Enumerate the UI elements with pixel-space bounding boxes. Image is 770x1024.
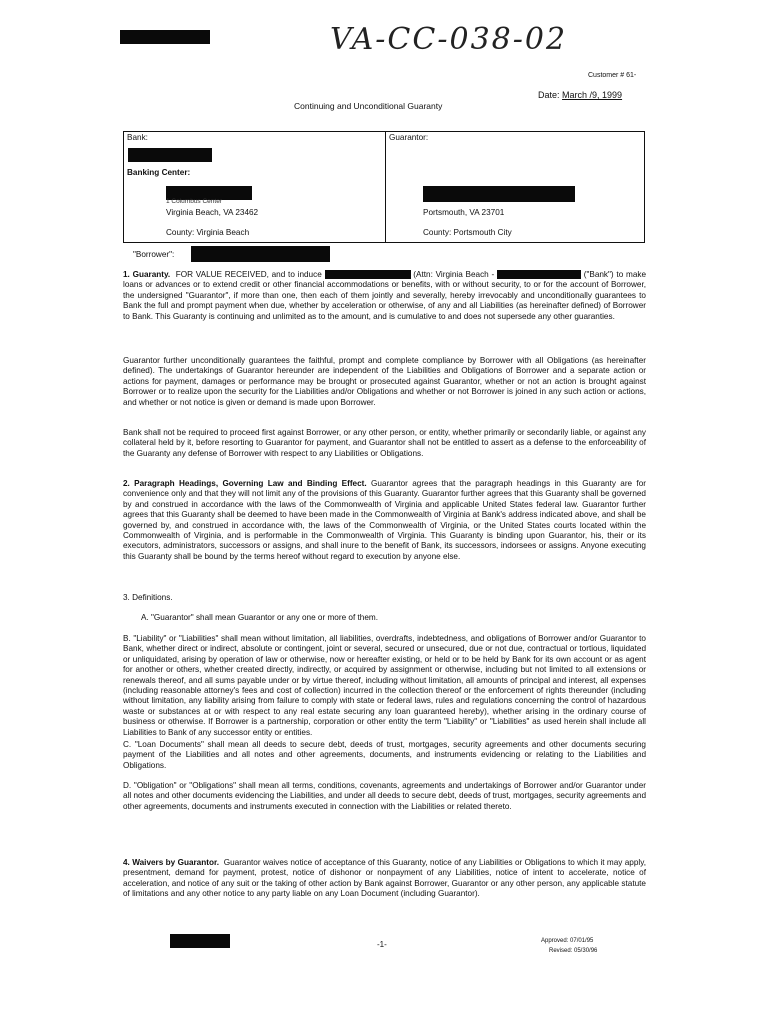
redaction-borrower: [191, 246, 330, 262]
section-2-body: Guarantor agrees that the paragraph headings in this Guaranty are for convenience only and that they will not limit any of the provisions of this Guaranty. Guarantor further agrees that this Guaranty shall be governed by and construed in accordance with the laws of the Commonwealth of Virginia and applicable United States federal law. Guarantor further agrees that this Guaranty shall be deemed to have been made in the Commonwealth of Virginia at Bank's address indicated above, and shall be governed by, and construed in accordance with, the laws of the Commonwealth of Virginia, or the United States courts located within the Commonwealth of Virginia, and is performable in the Commonwealth of Virginia. This Guaranty is binding upon Guarantor, his, their or its executors, administrators, successors or assigns, and shall inure to the benefit of Bank, its successors, indorsees or assigns. Anyone executing this Guaranty shall be bound by the terms hereof without regard to execution by anyone else.: [123, 479, 646, 561]
section-4-body: Guarantor waives notice of acceptance of this Guaranty, notice of any Liabilities or Obligations to which it may apply, presentment, demand for payment, protest, notice of dishonor or nonpayment of any Liabilities, notice of intent to accelerate, notice of acceleration, and notice of any suit or the taking of other action by Bank against Borrower, Guarantor or any other person, any applicable statute of limitations and any other notice to any party liable on any Loan Document (including Guarantor).: [123, 858, 646, 899]
date-line: [538, 90, 622, 100]
section-2-heading: 2. Paragraph Headings, Governing Law and Binding Effect.: [123, 479, 367, 488]
definition-b: B. "Liability" or "Liabilities" shall mean without limitation, all liabilities, overdrafts, indebtedness, and obligations of Borrower and/or Guarantor to Bank, whether direct or indirect, absolute or contingent, joint or several, secured or unsecured, due or not due, contractual or tortious, liquidated or unliquidated, arising by operation of law or otherwise, now or hereafter existing, or held or to be held by Bank for its own account or as agent for another or others, whether created directly, indirectly, or acquired by assignment or otherwise, including but not limited to all extensions or renewals thereof, and all sums payable under or by virtue thereof, including without limitation, all amounts of principal and interest, all expenses (including reasonable attorney's fees and cost of collection) incurred in the collection thereof or the enforcement of rights thereunder (including without limitation, any liability arising from failure to comply with state or federal laws, rules and regulations concerning the control of hazardous waste or substances at or with respect to any real estate securing any loan guaranteed hereby), whether arising in the ordinary course of business or otherwise. If Borrower is a partnership, corporation or other entity the term "Liability" or "Liabilities" as used herein shall include all Liabilities to Bank of any successor entity or entities.: [123, 634, 646, 737]
guarantor-county: County: Portsmouth City: [423, 228, 512, 237]
bank-label: Bank:: [127, 133, 148, 142]
section-1-intro: FOR VALUE RECEIVED, and to induce: [175, 270, 322, 279]
redaction-attn: [497, 270, 581, 279]
guarantor-city: Portsmouth, VA 23701: [423, 208, 505, 217]
redaction-bank-name-inline: [325, 270, 411, 279]
handwritten-document-id: VA-CC-038-02: [330, 22, 568, 57]
section-1-paragraph-2: Guarantor further unconditionally guarantees the faithful, prompt and complete compliance by Borrower with all Obligations (as hereinafter defined). The undertakings of Guarantor hereunder are independent of the Liabilities and Obligations of Borrower and a separate action or actions for payment, damages or performance may be brought or prosecuted against Guarantor, whether or not an action is brought against Borrower or to realize upon the security for the Liabilities and/or Obligations and whether or not Borrower is joined in any such action or actions, and whether or not notice is given or demand is made upon Borrower.: [123, 356, 646, 407]
banking-center-label: Banking Center:: [127, 168, 191, 177]
date-label: Date:: [538, 90, 560, 100]
page-number: -1-: [377, 940, 387, 949]
revised-date: Revised: 05/30/96: [549, 948, 598, 954]
section-4-heading: 4. Waivers by Guarantor.: [123, 858, 219, 867]
document-title: Continuing and Unconditional Guaranty: [294, 101, 443, 111]
date-value: March /9, 1999: [562, 90, 623, 100]
section-1-paragraph-3: Bank shall not be required to proceed first against Borrower, or any other person, or entity, whether primarily or secondarily liable, or against any collateral held by it, before resorting to Guarantor for payment, and Guarantor shall not be entitled to assert as a defense to the enforceability of the Guaranty any defense of Borrower with respect to any Liabilities or Obligations.: [123, 428, 646, 458]
box-divider: [385, 131, 386, 243]
bank-county: County: Virginia Beach: [166, 228, 250, 237]
customer-number: Customer # 61-: [588, 72, 637, 79]
redaction-guarantor-name: [423, 186, 575, 202]
guarantor-label: Guarantor:: [389, 133, 429, 142]
definition-c: C. "Loan Documents" shall mean all deeds to secure debt, deeds of trust, mortgages, security agreements and other documents securing payment of the Liabilities and all notes and other agreements, documents, and instruments evidencing or relating to the Liabilities and Obligations.: [123, 740, 646, 770]
section-1-paragraph-1: [123, 270, 646, 322]
redaction-bank-name: [128, 148, 212, 162]
borrower-label: "Borrower":: [133, 250, 175, 259]
section-3-heading: 3. Definitions.: [123, 593, 173, 602]
section-2-paragraph: [123, 479, 646, 562]
bank-city: Virginia Beach, VA 23462: [166, 208, 259, 217]
section-1-heading: 1. Guaranty.: [123, 270, 171, 279]
section-1-body: ("Bank") to make loans or advances or to extend credit or other financial accommodations or benefits, with or without security, to or for the account of Borrower, the undersigned "Guarantor", if more than one, then each of them jointly and severally, hereby irrevocably and unconditionally guarantees to Bank the full and prompt payment when due, whether by acceleration or otherwise, of any and all Liabilities (as hereinafter defined) of Borrower to Bank. This Guaranty is continuing and unlimited as to the amount, and is cumulative to and does not supersede any other guaranties.: [123, 270, 647, 321]
definition-d: D. "Obligation" or "Obligations" shall mean all terms, conditions, covenants, agreements and undertakings of Borrower and/or Guarantor under all notes and other documents evidencing the Liabilities, and under all deeds to secure debt, deeds of trust, mortgages, security agreements and other agreements, documents and instruments executed in connection with the Liabilities or related thereto.: [123, 781, 646, 811]
bank-street: 1 Columbus Center: [166, 198, 222, 205]
approved-date: Approved: 07/01/95: [541, 938, 594, 944]
section-1-attn: (Attn: Virginia Beach -: [413, 270, 495, 279]
redaction-top-left: [120, 30, 210, 44]
section-4-paragraph: [123, 858, 646, 900]
definition-a: A. "Guarantor" shall mean Guarantor or any one or more of them.: [141, 613, 378, 622]
redaction-footer: [170, 934, 230, 948]
